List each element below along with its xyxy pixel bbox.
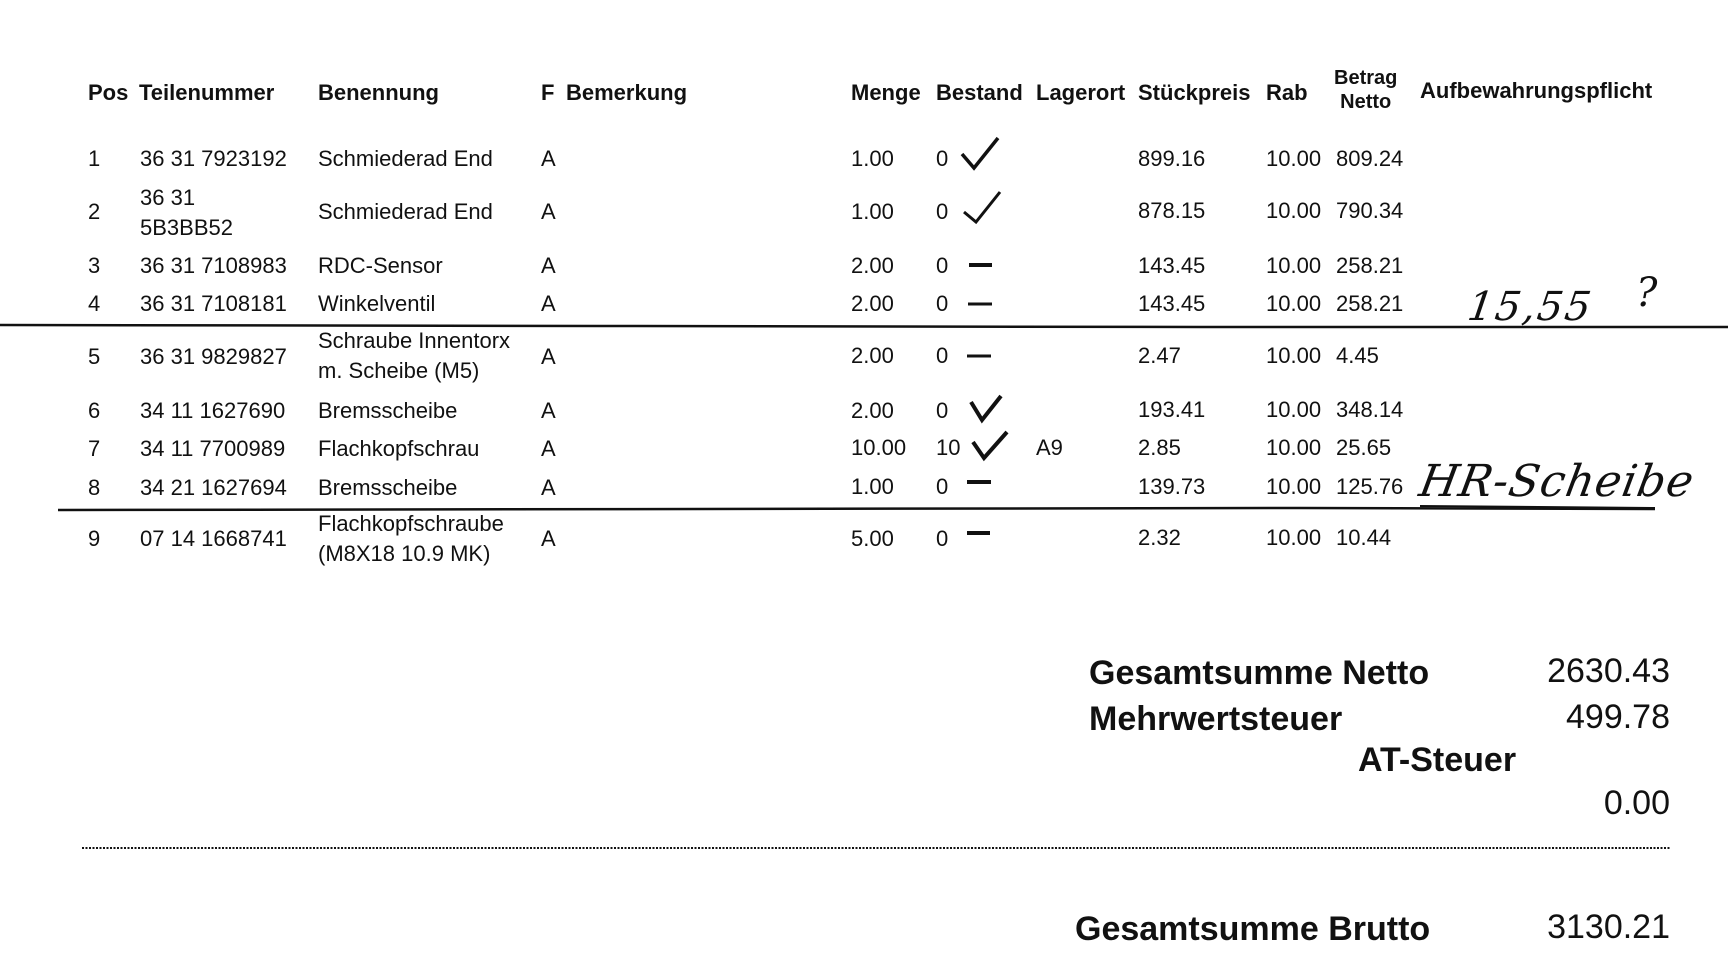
header-lagerort: Lagerort (1036, 80, 1126, 105)
header-aufbewahrungspflicht: Aufbewahrungspflicht (1420, 78, 1653, 103)
cell-bestand: 0 (936, 253, 949, 278)
cell-betrag: 25.65 (1336, 435, 1392, 460)
dash-icon (966, 478, 992, 486)
header-pos: Pos (88, 80, 129, 105)
cell-menge: 1.00 (851, 474, 894, 499)
cell-stueckpreis: 193.41 (1138, 397, 1206, 422)
dash-icon (966, 352, 992, 360)
cell-betrag: 809.24 (1336, 146, 1404, 171)
cell-benennung: RDC-Sensor (318, 253, 443, 278)
cell-betrag: 790.34 (1336, 198, 1404, 223)
cell-benennung: Bremsscheibe (318, 475, 458, 500)
cell-rab: 10.00 (1266, 253, 1322, 278)
dash-icon (966, 529, 992, 537)
cell-pos: 9 (88, 526, 101, 551)
cell-bestand: 0 (936, 343, 949, 368)
cell-benennung (318, 509, 504, 569)
cell-bestand: 0 (936, 146, 949, 171)
cell-stueckpreis: 2.85 (1138, 435, 1181, 460)
cell-betrag: 348.14 (1336, 397, 1404, 422)
cell-betrag: 258.21 (1336, 253, 1404, 278)
mehrwertsteuer-label: Mehrwertsteuer (1089, 700, 1343, 738)
cell-teilenummer: 07 14 1668741 (140, 526, 287, 551)
cell-betrag: 10.44 (1336, 525, 1392, 550)
at-steuer-label: AT-Steuer (1358, 741, 1517, 779)
header-bestand: Bestand (936, 80, 1023, 105)
cell-menge: 2.00 (851, 343, 894, 368)
total-brutto-label: Gesamtsumme Brutto (1075, 910, 1431, 948)
cell-pos: 8 (88, 475, 101, 500)
cell-stueckpreis: 143.45 (1138, 253, 1206, 278)
cell-teilenummer: 34 11 7700989 (140, 436, 286, 461)
cell-rab: 10.00 (1266, 397, 1322, 422)
cell-benennung: Schmiederad End (318, 199, 493, 224)
header-rab: Rab (1266, 80, 1308, 105)
total-netto-value: 2630.43 (1547, 652, 1670, 690)
cell-rab: 10.00 (1266, 435, 1322, 460)
header-f: F (541, 80, 555, 105)
handwritten-note-hr-scheibe: HR-Scheibe (1415, 456, 1699, 507)
cell-rab: 10.00 (1266, 343, 1322, 368)
cell-pos: 3 (88, 253, 101, 278)
cell-bestand: 0 (936, 199, 949, 224)
cell-benennung: Schmiederad End (318, 146, 493, 171)
cell-rab: 10.00 (1266, 291, 1322, 316)
cell-pos: 2 (88, 199, 101, 224)
cell-benennung: Bremsscheibe (318, 398, 458, 423)
cell-benennung-line2: (M8X18 10.9 MK) (318, 541, 491, 566)
header-benennung: Benennung (318, 80, 439, 105)
cell-pos: 5 (88, 344, 101, 369)
header-bemerkung: Bemerkung (566, 80, 688, 105)
cell-rab: 10.00 (1266, 146, 1322, 171)
cell-rab: 10.00 (1266, 198, 1322, 223)
checkmark-icon (958, 134, 1002, 174)
handwritten-question-mark: ? (1636, 270, 1658, 316)
cell-teilenummer-line2: 5B3BB52 (140, 215, 233, 240)
checkmark-icon (970, 428, 1010, 462)
cell-bestand: 0 (936, 526, 949, 551)
cell-stueckpreis: 878.15 (1138, 198, 1206, 223)
cell-pos: 1 (88, 146, 101, 171)
at-steuer-value: 0.00 (1603, 784, 1670, 822)
cell-stueckpreis: 2.47 (1138, 343, 1181, 368)
cell-teilenummer: 36 31 7108983 (140, 253, 287, 278)
cell-bestand: 0 (936, 474, 949, 499)
header-menge: Menge (851, 80, 921, 105)
cell-bestand: 10 (936, 435, 961, 460)
cell-menge: 2.00 (851, 398, 894, 423)
cell-pos: 4 (88, 291, 101, 316)
cell-bestand: 0 (936, 291, 949, 316)
cell-benennung-line1: Schraube Innentorx (318, 328, 511, 353)
checkmark-icon (960, 188, 1004, 228)
cell-f: A (541, 344, 556, 369)
cell-teilenummer: 36 31 7923192 (140, 146, 287, 171)
cell-menge: 2.00 (851, 291, 894, 316)
cell-pos: 7 (88, 436, 101, 461)
cell-f: A (541, 436, 556, 461)
cell-stueckpreis: 143.45 (1138, 291, 1206, 316)
cell-menge: 1.00 (851, 146, 894, 171)
header-stueckpreis: Stückpreis (1138, 80, 1251, 105)
cell-benennung (318, 326, 510, 386)
cell-f: A (541, 291, 556, 316)
cell-menge: 2.00 (851, 253, 894, 278)
cell-teilenummer: 34 11 1627690 (140, 398, 286, 423)
dash-icon (967, 300, 993, 308)
cell-stueckpreis: 899.16 (1138, 146, 1206, 171)
cell-pos: 6 (88, 398, 101, 423)
dash-icon (968, 261, 994, 269)
cell-teilenummer-line1: 36 31 (140, 185, 196, 210)
cell-rab: 10.00 (1266, 474, 1322, 499)
cell-f: A (541, 253, 556, 278)
header-teilenummer: Teilenummer (139, 80, 275, 105)
cell-teilenummer (140, 183, 233, 243)
mehrwertsteuer-value: 499.78 (1566, 698, 1670, 736)
cell-f: A (541, 199, 556, 224)
cell-teilenummer: 36 31 9829827 (140, 344, 287, 369)
cell-lagerort: A9 (1036, 435, 1063, 460)
cell-benennung: Flachkopfschrau (318, 436, 480, 461)
cell-f: A (541, 526, 556, 551)
cell-benennung-line2: m. Scheibe (M5) (318, 358, 480, 383)
cell-benennung-line1: Flachkopfschraube (318, 511, 504, 536)
header-betrag-line1: Betrag (1334, 67, 1398, 89)
cell-betrag: 4.45 (1336, 343, 1379, 368)
cell-teilenummer: 34 21 1627694 (140, 475, 287, 500)
header-betrag-netto (1334, 66, 1397, 114)
total-brutto-value: 3130.21 (1547, 908, 1670, 946)
cell-f: A (541, 475, 556, 500)
header-betrag-line2: Netto (1340, 91, 1392, 113)
cell-betrag: 125.76 (1336, 474, 1404, 499)
cell-stueckpreis: 139.73 (1138, 474, 1206, 499)
cell-menge: 10.00 (851, 435, 907, 460)
cell-benennung: Winkelventil (318, 291, 436, 316)
total-netto-label: Gesamtsumme Netto (1089, 654, 1430, 692)
cell-rab: 10.00 (1266, 525, 1322, 550)
cell-f: A (541, 398, 556, 423)
cell-stueckpreis: 2.32 (1138, 525, 1181, 550)
handwritten-note-price: 15,55 (1464, 284, 1596, 330)
cell-menge: 1.00 (851, 199, 894, 224)
cell-f: A (541, 146, 556, 171)
cell-menge: 5.00 (851, 526, 894, 551)
separator-line-row8 (58, 508, 1655, 510)
cell-bestand: 0 (936, 398, 949, 423)
checkmark-icon (968, 392, 1004, 424)
cell-betrag: 258.21 (1336, 291, 1404, 316)
cell-teilenummer: 36 31 7108181 (140, 291, 287, 316)
